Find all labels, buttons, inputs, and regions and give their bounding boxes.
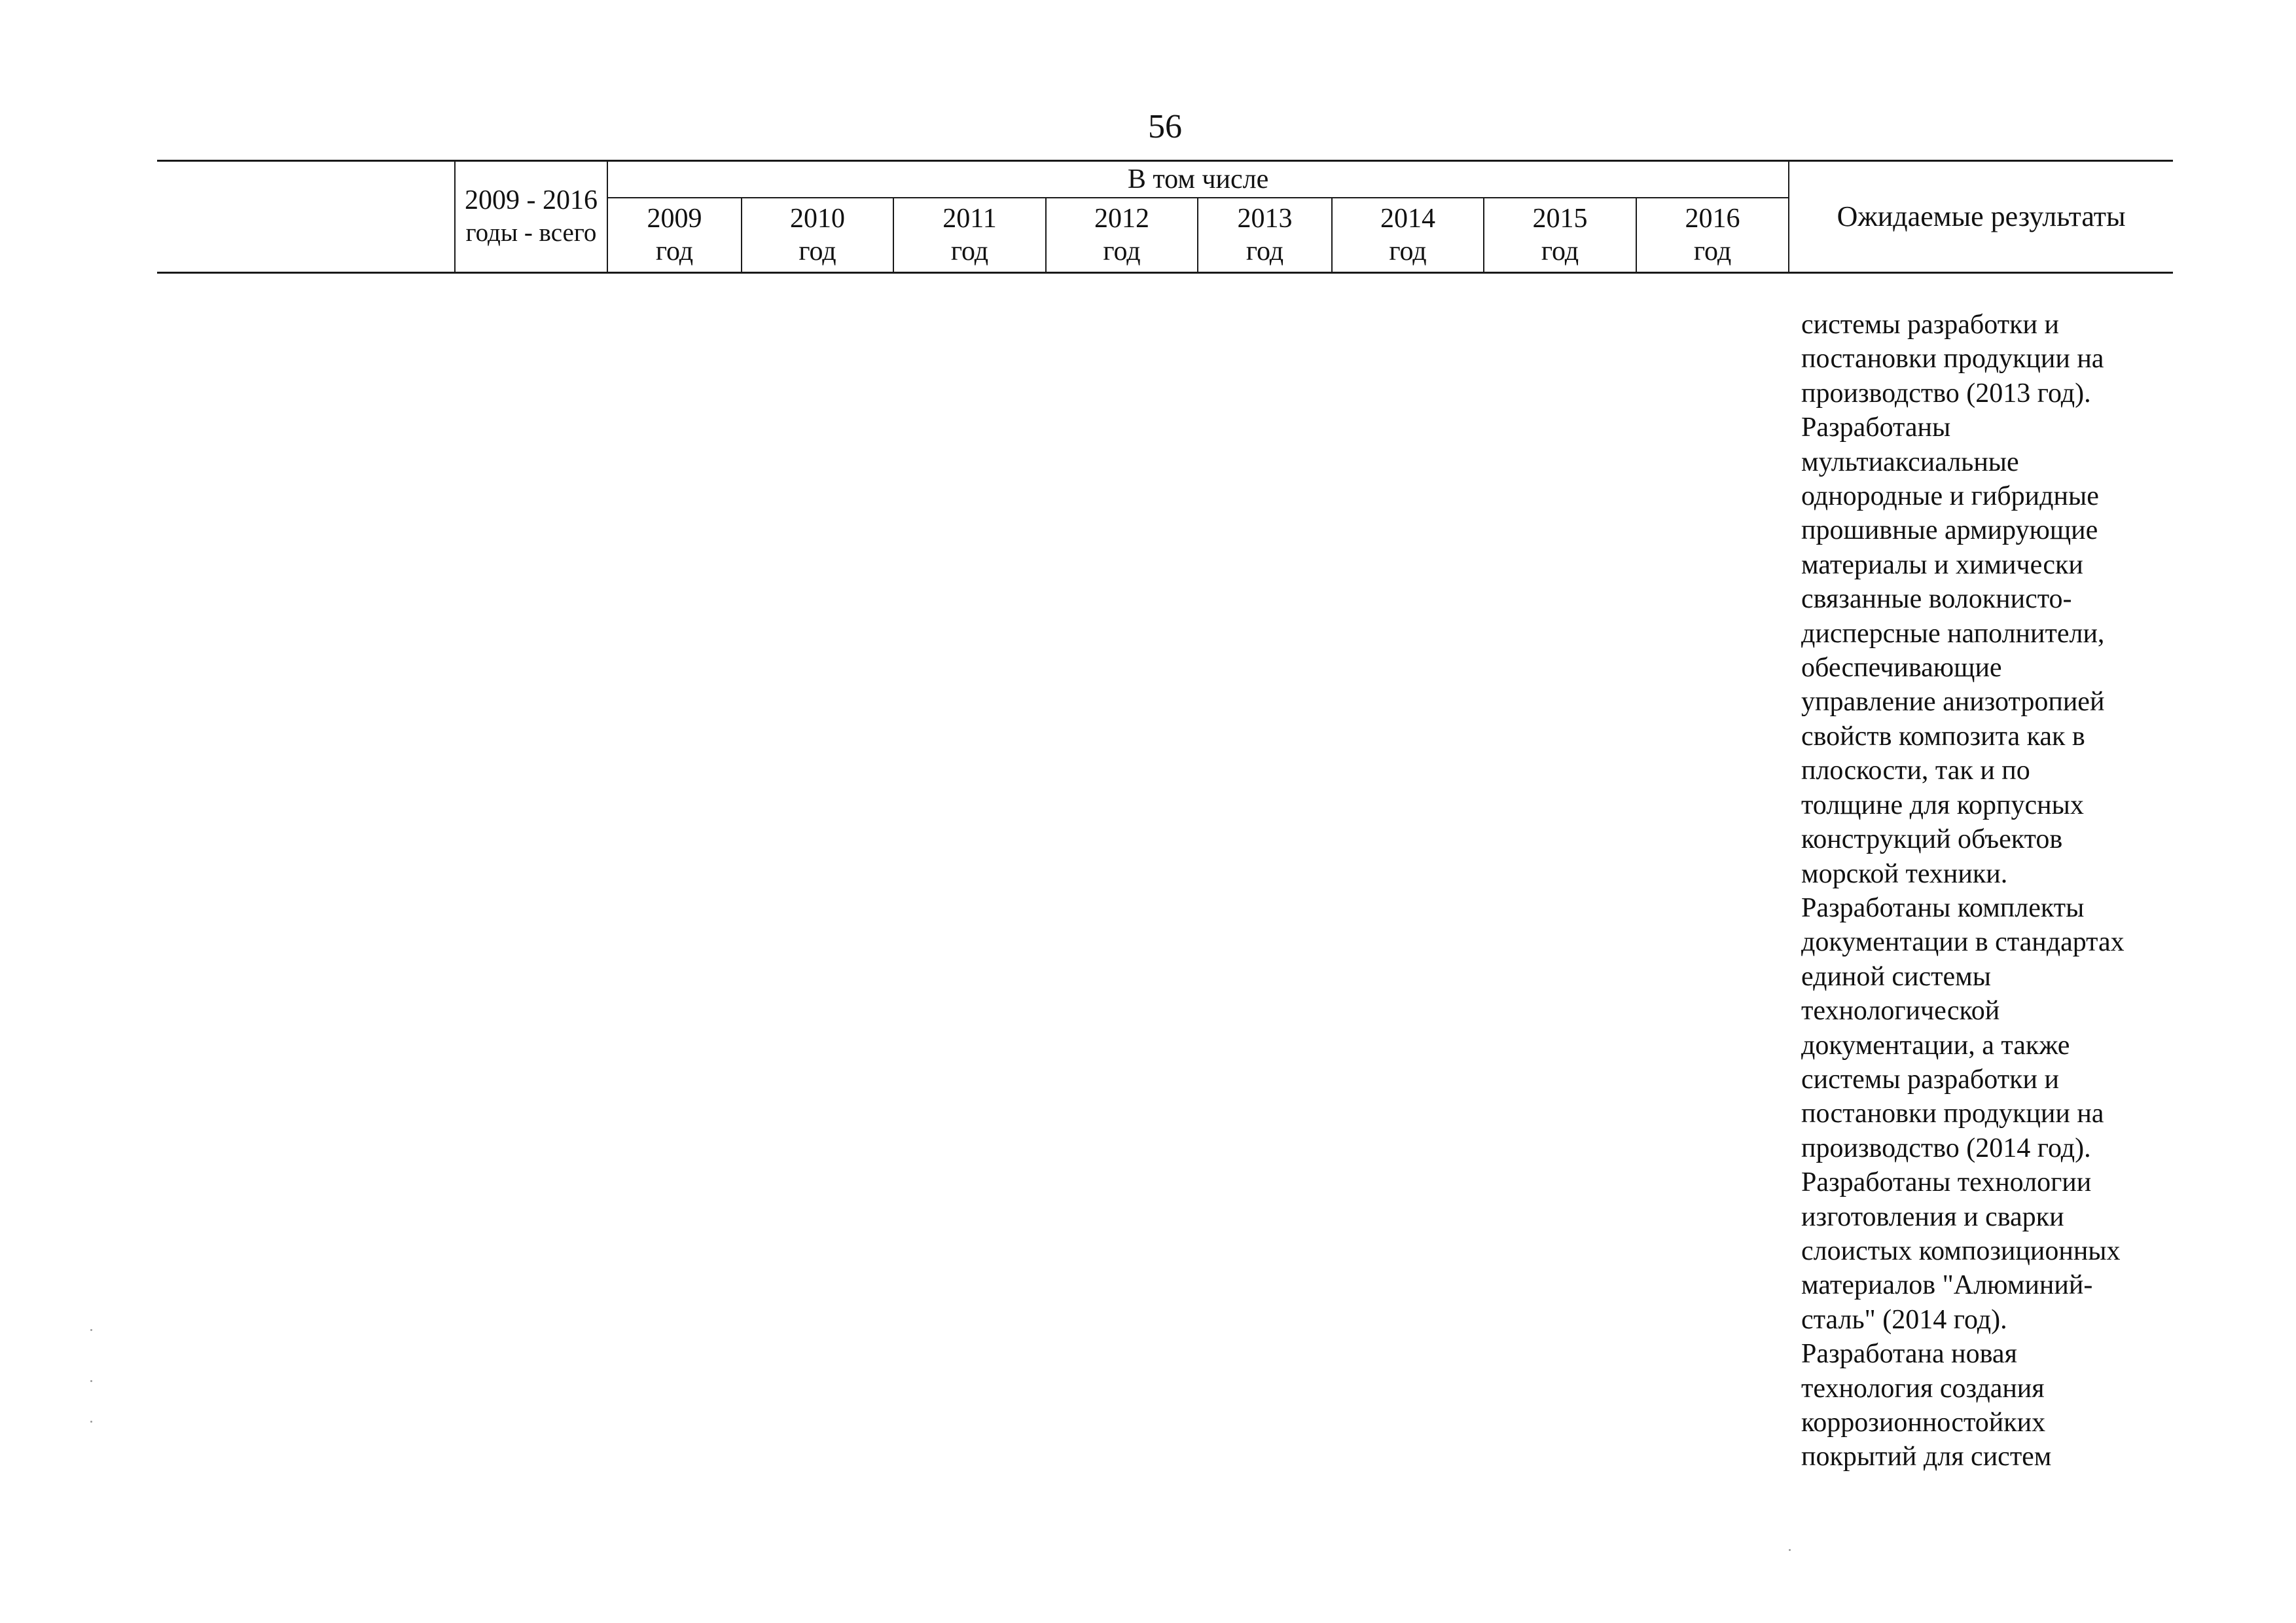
year-label: 2011 <box>942 204 997 234</box>
subgroup-header: В том числе <box>607 161 1789 198</box>
header-blank-cell <box>157 161 455 273</box>
header-total-cell <box>455 161 607 273</box>
scan-speck <box>90 1380 92 1382</box>
year-label: 2015 <box>1532 204 1588 234</box>
year-unit: год <box>1693 236 1732 266</box>
year-label: 2016 <box>1685 204 1740 234</box>
total-label-line1: 2009 - 2016 <box>465 185 598 215</box>
year-header-2012 <box>1046 198 1198 273</box>
year-unit: год <box>1389 236 1427 266</box>
year-unit: год <box>1246 236 1284 266</box>
year-unit: год <box>1103 236 1141 266</box>
year-label: 2013 <box>1237 204 1293 234</box>
scan-speck <box>1789 1549 1791 1551</box>
year-header-2015 <box>1484 198 1636 273</box>
year-label: 2012 <box>1094 204 1149 234</box>
year-label: 2009 <box>647 204 702 234</box>
year-label: 2010 <box>790 204 845 234</box>
year-unit: год <box>798 236 836 266</box>
year-unit: год <box>655 236 694 266</box>
year-header-2013 <box>1198 198 1332 273</box>
scan-speck <box>90 1421 92 1423</box>
page-number: 56 <box>1148 108 1182 145</box>
year-header-2016 <box>1636 198 1789 273</box>
year-unit: год <box>1541 236 1579 266</box>
total-label-line2: годы - всего <box>465 219 597 247</box>
scan-speck <box>90 1329 92 1331</box>
year-label: 2014 <box>1380 204 1435 234</box>
year-header-2010 <box>742 198 893 273</box>
year-header-2011 <box>893 198 1046 273</box>
year-header-2014 <box>1332 198 1484 273</box>
results-header: Ожидаемые результаты <box>1789 161 2173 273</box>
year-header-2009 <box>607 198 742 273</box>
year-unit: год <box>950 236 989 266</box>
expected-results-text: системы разработки и постановки продукции на производство (2013 год). Разработаны мультиаксиальные однородные и гибридные прошивные армирующие материалы и химически связанные волокнисто- дисперсные наполнители, обеспечивающие управление анизотропией свойств композита как в плоскости, так и по толщине для корпусных конструкций объектов морской техники. Разработаны комплекты документации в стандартах единой системы технологической документации, а также системы разработки и постановки продукции на производство (2014 год). Разработаны технологии изготовления и сварки слоистых композиционных материалов "Алюминий- сталь" (2014 год). Разработана новая технология создания коррозионностойких покрытий для систем <box>1801 310 2125 1472</box>
table-header <box>157 160 2173 274</box>
